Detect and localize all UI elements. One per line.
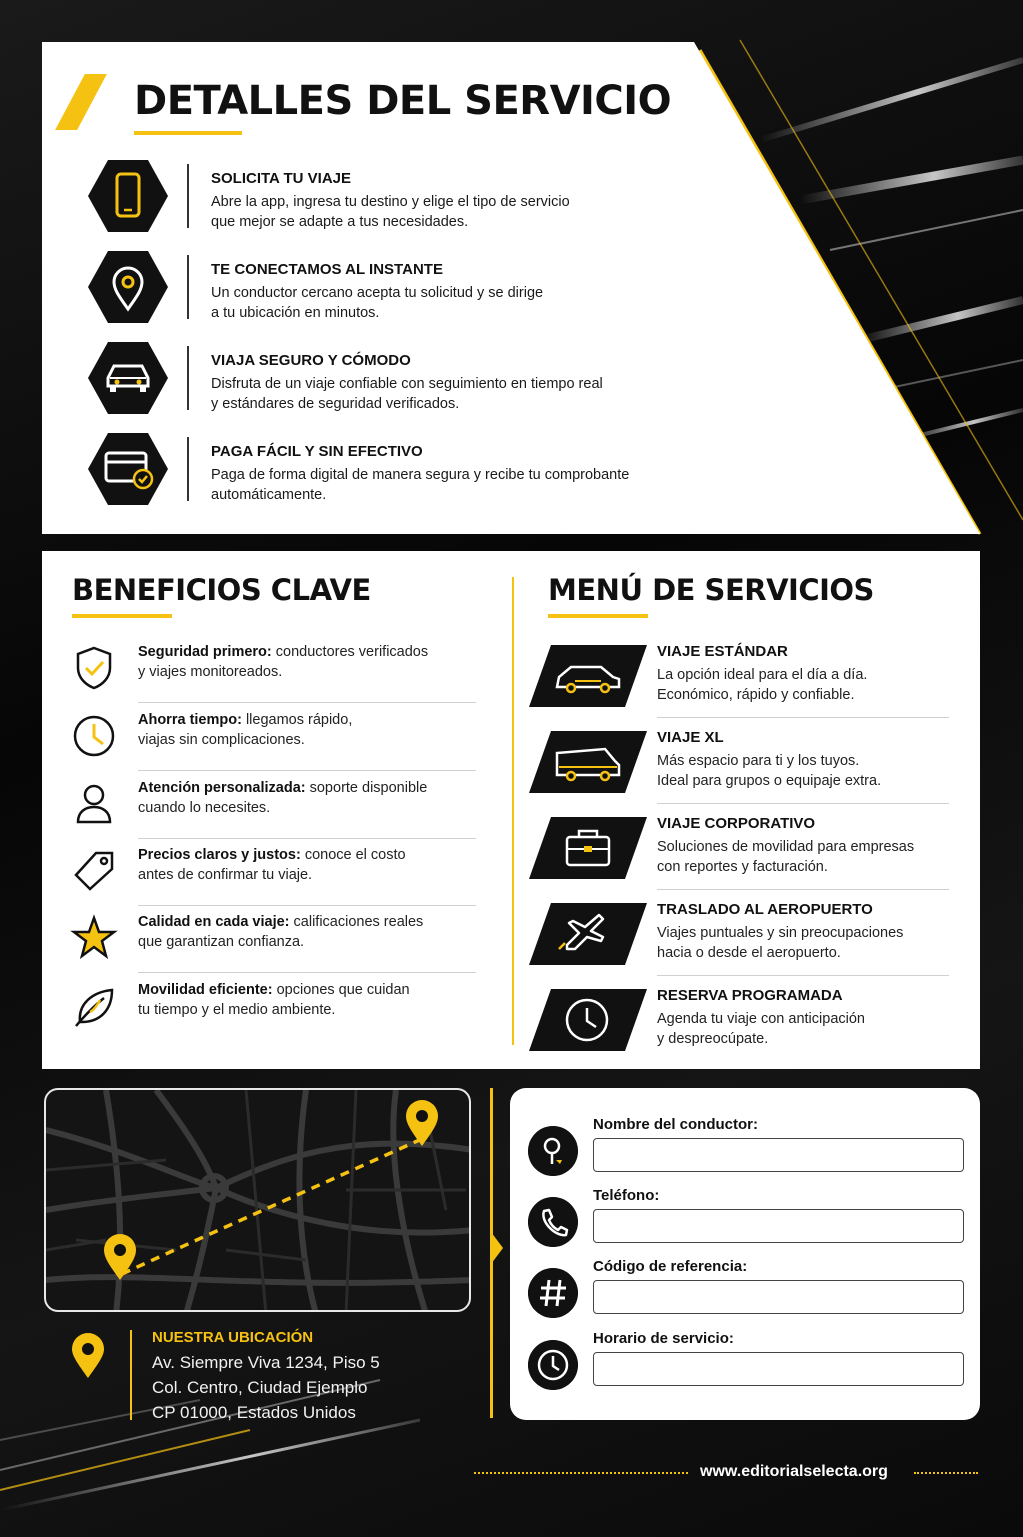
- service-description: Soluciones de movilidad para empresas con reportes y facturación.: [657, 839, 915, 875]
- map-graphic: [46, 1090, 471, 1312]
- field-label: Teléfono:: [593, 1187, 660, 1204]
- divider: [657, 803, 949, 804]
- divider: [657, 889, 949, 890]
- services-title: MENÚ DE SERVICIOS: [548, 573, 874, 607]
- phone-icon: [528, 1197, 578, 1247]
- hash-icon: [528, 1268, 578, 1318]
- benefit-item: [70, 710, 476, 778]
- service-title: VIAJE ESTÁNDAR: [657, 643, 788, 660]
- service-title: VIAJE XL: [657, 729, 724, 746]
- clock-icon: [528, 1340, 578, 1390]
- service-description: Agenda tu viaje con anticipación y despreocúpate.: [657, 1011, 865, 1047]
- sedan-icon: [529, 645, 647, 707]
- step-item: [88, 251, 708, 327]
- divider: [138, 770, 476, 771]
- location-divider: [130, 1330, 132, 1420]
- field-label: Nombre del conductor:: [593, 1116, 759, 1133]
- divider: [138, 838, 476, 839]
- service-details-panel: [42, 42, 980, 534]
- benefit-item: [70, 912, 476, 980]
- divider-arrow: [491, 1232, 503, 1264]
- benefits-underline: [72, 614, 172, 618]
- briefcase-icon: [529, 817, 647, 879]
- title-underline: [134, 131, 242, 135]
- footer-decoration: [474, 1472, 688, 1474]
- address-line: Av. Siempre Viva 1234, Piso 5: [152, 1353, 380, 1372]
- step-title: TE CONECTAMOS AL INSTANTE: [211, 261, 443, 278]
- divider: [138, 905, 476, 906]
- service-title: RESERVA PROGRAMADA: [657, 987, 843, 1004]
- form-row: [528, 1258, 968, 1320]
- step-item: [88, 342, 708, 418]
- service-item: [529, 983, 949, 1069]
- benefit-text: Calidad en cada viaje: calificaciones reales que garantizan confianza.: [138, 914, 424, 950]
- leaf-icon: [70, 982, 118, 1030]
- service-item: [529, 897, 949, 983]
- airplane-icon: [529, 903, 647, 965]
- form-row: [528, 1330, 968, 1392]
- benefit-text: Seguridad primero: conductores verificados y viajes monitoreados.: [138, 644, 429, 680]
- phone-field[interactable]: [593, 1209, 964, 1243]
- reference-code-field[interactable]: [593, 1280, 964, 1314]
- benefit-text: Atención personalizada: soporte disponible cuando lo necesites.: [138, 780, 428, 816]
- step-title: SOLICITA TU VIAJE: [211, 170, 352, 187]
- field-label: Código de referencia:: [593, 1258, 748, 1275]
- step-divider: [187, 346, 189, 410]
- service-item: [529, 725, 949, 811]
- service-description: Viajes puntuales y sin preocupaciones hacia o desde el aeropuerto.: [657, 925, 904, 961]
- location-pin-icon: [88, 251, 168, 323]
- step-item: [88, 433, 708, 509]
- price-tag-icon: [70, 847, 118, 895]
- benefits-services-panel: [42, 551, 980, 1069]
- service-description: Más espacio para ti y los tuyos. Ideal para grupos o equipaje extra.: [657, 753, 882, 789]
- step-description: Un conductor cercano acepta tu solicitud y se dirige a tu ubicación en minutos.: [211, 285, 544, 321]
- driver-pin-icon: [528, 1126, 578, 1176]
- divider: [657, 975, 949, 976]
- benefit-item: [70, 845, 476, 913]
- step-divider: [187, 255, 189, 319]
- location-title: NUESTRA UBICACIÓN: [152, 1329, 314, 1346]
- benefit-item: [70, 778, 476, 846]
- service-hours-field[interactable]: [593, 1352, 964, 1386]
- services-underline: [548, 614, 648, 618]
- step-divider: [187, 164, 189, 228]
- service-description: La opción ideal para el día a día. Económico, rápido y confiable.: [657, 667, 868, 703]
- benefit-text: Precios claros y justos: conoce el costo antes de confirmar tu viaje.: [138, 847, 406, 883]
- star-icon: [70, 914, 118, 962]
- step-item: [88, 160, 708, 236]
- car-icon: [88, 342, 168, 414]
- smartphone-icon: [88, 160, 168, 232]
- shield-check-icon: [70, 644, 118, 692]
- benefits-title: BENEFICIOS CLAVE: [72, 573, 371, 607]
- benefit-item: [70, 642, 476, 710]
- driver-name-field[interactable]: [593, 1138, 964, 1172]
- benefit-item: [70, 980, 476, 1048]
- benefit-text: Movilidad eficiente: opciones que cuidan tu tiempo y el medio ambiente.: [138, 982, 410, 1018]
- clock-icon: [70, 712, 118, 760]
- route-map[interactable]: [44, 1088, 471, 1312]
- origin-pin-icon: [104, 1234, 136, 1280]
- footer-link[interactable]: www.editorialselecta.org: [700, 1463, 888, 1480]
- address-line: CP 01000, Estados Unidos: [152, 1403, 356, 1422]
- step-description: Paga de forma digital de manera segura y recibe tu comprobante automáticamente.: [211, 467, 630, 503]
- form-row: [528, 1116, 968, 1178]
- driver-info-form: [510, 1088, 980, 1420]
- service-title: VIAJE CORPORATIVO: [657, 815, 816, 832]
- address-line: Col. Centro, Ciudad Ejemplo: [152, 1378, 368, 1397]
- step-divider: [187, 437, 189, 501]
- divider: [657, 717, 949, 718]
- clock-icon: [529, 989, 647, 1051]
- divider: [138, 972, 476, 973]
- step-description: Abre la app, ingresa tu destino y elige el tipo de servicio que mejor se adapte a tus necesidades.: [211, 194, 570, 230]
- van-icon: [529, 731, 647, 793]
- section-title: DETALLES DEL SERVICIO: [134, 78, 672, 124]
- divider: [138, 702, 476, 703]
- footer-decoration: [914, 1472, 978, 1474]
- column-divider: [512, 577, 514, 1045]
- service-item: [529, 811, 949, 897]
- step-description: Disfruta de un viaje confiable con seguimiento en tiempo real y estándares de seguridad verificados.: [211, 376, 603, 412]
- step-title: VIAJA SEGURO Y CÓMODO: [211, 352, 411, 369]
- form-row: [528, 1187, 968, 1249]
- benefit-text: Ahorra tiempo: llegamos rápido, viajas sin complicaciones.: [138, 712, 353, 748]
- service-item: [529, 639, 949, 725]
- field-label: Horario de servicio:: [593, 1330, 734, 1347]
- card-payment-icon: [88, 433, 168, 505]
- user-icon: [70, 780, 118, 828]
- service-title: TRASLADO AL AEROPUERTO: [657, 901, 873, 918]
- location-pin-icon: [68, 1332, 108, 1380]
- step-title: PAGA FÁCIL Y SIN EFECTIVO: [211, 443, 423, 460]
